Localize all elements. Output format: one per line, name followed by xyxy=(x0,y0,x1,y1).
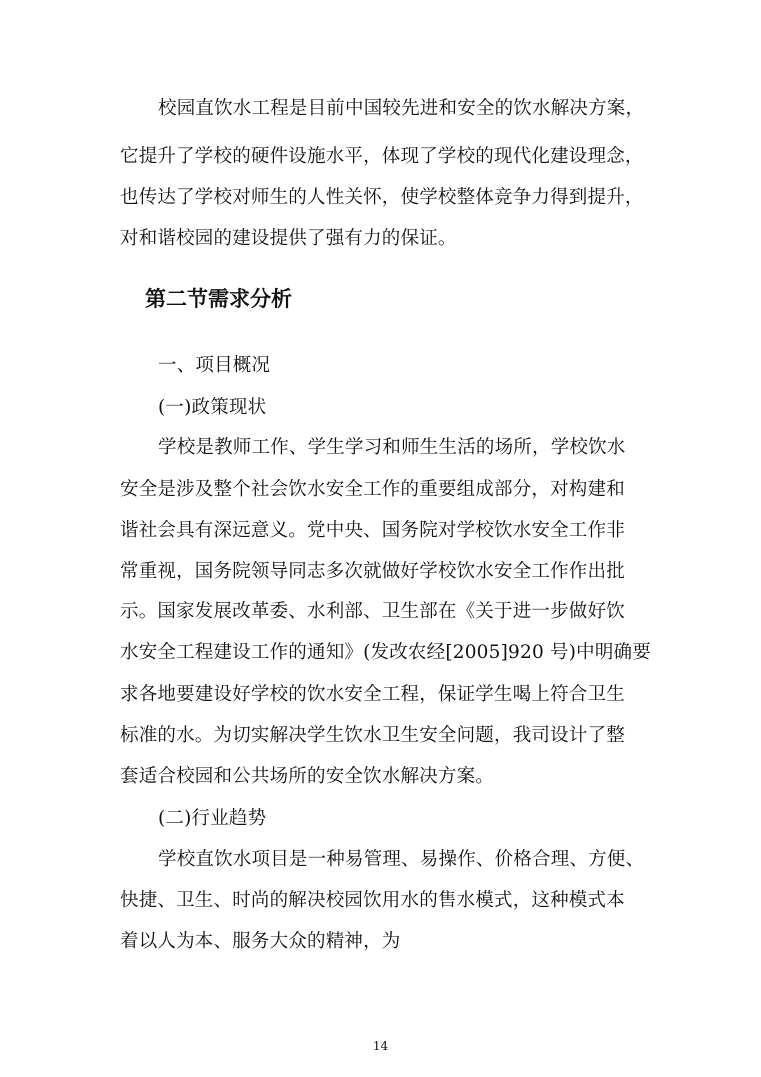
paragraph1-line: 它提升了学校的硬件设施水平，体现了学校的现代化建设理念， xyxy=(120,146,644,167)
paragraph2-line: 套适合校园和公共场所的安全饮水解决方案。 xyxy=(120,766,495,787)
paragraph2-line: 求各地要建设好学校的饮水安全工程，保证学生喝上符合卫生 xyxy=(120,684,625,705)
paragraph2-line: 水安全工程建设工作的通知》(发改农经[2005]920 号)中明确要 xyxy=(120,642,651,663)
paragraph3-line: 学校直饮水项目是一种易管理、易操作、价格合理、方便、 xyxy=(158,849,645,870)
subsection-heading: 一、项目概况 xyxy=(158,355,271,376)
page-number: 14 xyxy=(372,1039,389,1053)
paragraph3-line: 着以人为本、服务大众的精神，为 xyxy=(120,931,401,952)
paragraph2-line: 安全是涉及整个社会饮水安全工作的重要组成部分，对构建和 xyxy=(120,479,625,500)
paragraph2-line: 标准的水。为切实解决学生饮水卫生安全问题，我司设计了整 xyxy=(120,725,625,746)
paragraph1-line: 对和谐校园的建设提供了强有力的保证。 xyxy=(120,228,457,249)
paragraph2-line: 谐社会具有深远意义。党中央、国务院对学校饮水安全工作非 xyxy=(120,520,625,541)
paragraph2-line: 常重视，国务院领导同志多次就做好学校饮水安全工作作出批 xyxy=(120,561,625,582)
paragraph3-line: 快捷、卫生、时尚的解决校园饮用水的售水模式，这种模式本 xyxy=(120,890,625,911)
trend-heading: (二)行业趋势 xyxy=(158,808,267,829)
paragraph2-line: 学校是教师工作、学生学习和师生生活的场所，学校饮水 xyxy=(158,437,626,458)
paragraph2-line: 示。国家发展改革委、水利部、卫生部在《关于进一步做好饮 xyxy=(120,601,625,622)
paragraph1-line: 也传达了学校对师生的人性关怀，使学校整体竞争力得到提升， xyxy=(120,187,644,208)
section-heading: 第二节需求分析 xyxy=(145,286,292,311)
paragraph1-line: 校园直饮水工程是目前中国较先进和安全的饮水解决方案， xyxy=(158,98,645,119)
policy-heading: (一)政策现状 xyxy=(158,397,267,418)
